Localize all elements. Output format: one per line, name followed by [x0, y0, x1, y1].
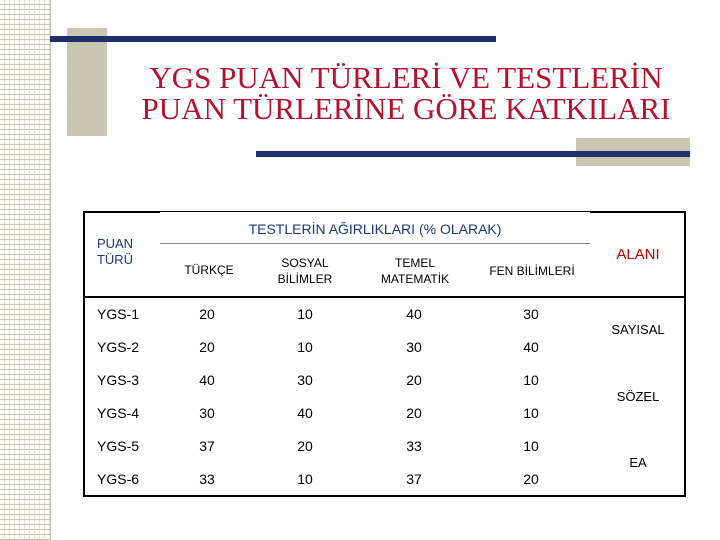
- table-border-top-right: [590, 211, 686, 213]
- cell-fen: 10: [523, 438, 539, 454]
- cell-matematik: 20: [406, 405, 422, 421]
- navy-accent-bar-top: [50, 36, 496, 42]
- column-header-line2: BİLİMLER: [277, 272, 333, 286]
- navy-accent-bar-right: [256, 151, 690, 157]
- cell-turkce: 30: [199, 405, 215, 421]
- column-header-line1: TÜRKÇE: [184, 263, 234, 277]
- title-line-2: PUAN TÜRLERİNE GÖRE KATKILARI: [141, 91, 671, 126]
- column-header-line1: FEN BİLİMLERİ: [489, 264, 575, 278]
- column-header-sosyal: [265, 255, 345, 287]
- cell-turkce: 20: [199, 306, 215, 322]
- column-header-line2: MATEMATİK: [380, 272, 450, 286]
- table-border-top-left: [83, 211, 160, 213]
- weights-header-rule: [160, 243, 590, 244]
- column-header-turkce: [170, 262, 248, 278]
- row-name: YGS-6: [97, 471, 140, 487]
- area-sayisal: SAYISAL: [611, 322, 665, 337]
- weights-header-top: [160, 211, 590, 212]
- row-name: YGS-2: [97, 339, 140, 355]
- cell-fen: 10: [523, 405, 539, 421]
- cell-turkce: 20: [199, 339, 215, 355]
- cell-sosyal: 10: [297, 471, 313, 487]
- cell-matematik: 20: [406, 372, 422, 388]
- weights-header: TESTLERİN AĞIRLIKLARI (% OLARAK): [248, 221, 502, 237]
- cell-matematik: 40: [406, 306, 422, 322]
- beige-accent-block-top: [67, 28, 107, 136]
- cell-turkce: 33: [199, 471, 215, 487]
- cell-fen: 20: [523, 471, 539, 487]
- puan-turu-header-line1: PUAN: [96, 236, 134, 251]
- title-line-1: YGS PUAN TÜRLERİ VE TESTLERİN: [149, 60, 663, 95]
- header-divider: [83, 296, 686, 298]
- slide-title: [106, 62, 706, 124]
- column-header-line1: SOSYAL: [281, 256, 329, 270]
- cell-matematik: 37: [406, 471, 422, 487]
- cell-fen: 10: [523, 372, 539, 388]
- cell-matematik: 33: [406, 438, 422, 454]
- cell-matematik: 30: [406, 339, 422, 355]
- cell-fen: 30: [523, 306, 539, 322]
- left-stripe-decoration: [0, 0, 51, 540]
- column-header-matematik: [370, 255, 460, 287]
- cell-sosyal: 30: [297, 372, 313, 388]
- area-sozel: SÖZEL: [616, 389, 660, 404]
- cell-sosyal: 40: [297, 405, 313, 421]
- puan-turu-header: [85, 236, 145, 268]
- table-border-bottom: [83, 495, 686, 497]
- area-ea: EA: [629, 455, 647, 470]
- row-name: YGS-3: [97, 372, 140, 388]
- cell-turkce: 37: [199, 438, 215, 454]
- row-name: YGS-1: [97, 306, 140, 322]
- cell-fen: 40: [523, 339, 539, 355]
- cell-sosyal: 10: [297, 306, 313, 322]
- cell-turkce: 40: [199, 372, 215, 388]
- cell-sosyal: 10: [297, 339, 313, 355]
- cell-sosyal: 20: [297, 438, 313, 454]
- column-header-line1: TEMEL: [394, 256, 435, 270]
- column-header-fen: [478, 263, 586, 279]
- row-name: YGS-5: [97, 438, 140, 454]
- puan-turu-header-line2: TÜRÜ: [96, 252, 134, 267]
- alani-header: ALANI: [616, 246, 660, 263]
- row-name: YGS-4: [97, 405, 140, 421]
